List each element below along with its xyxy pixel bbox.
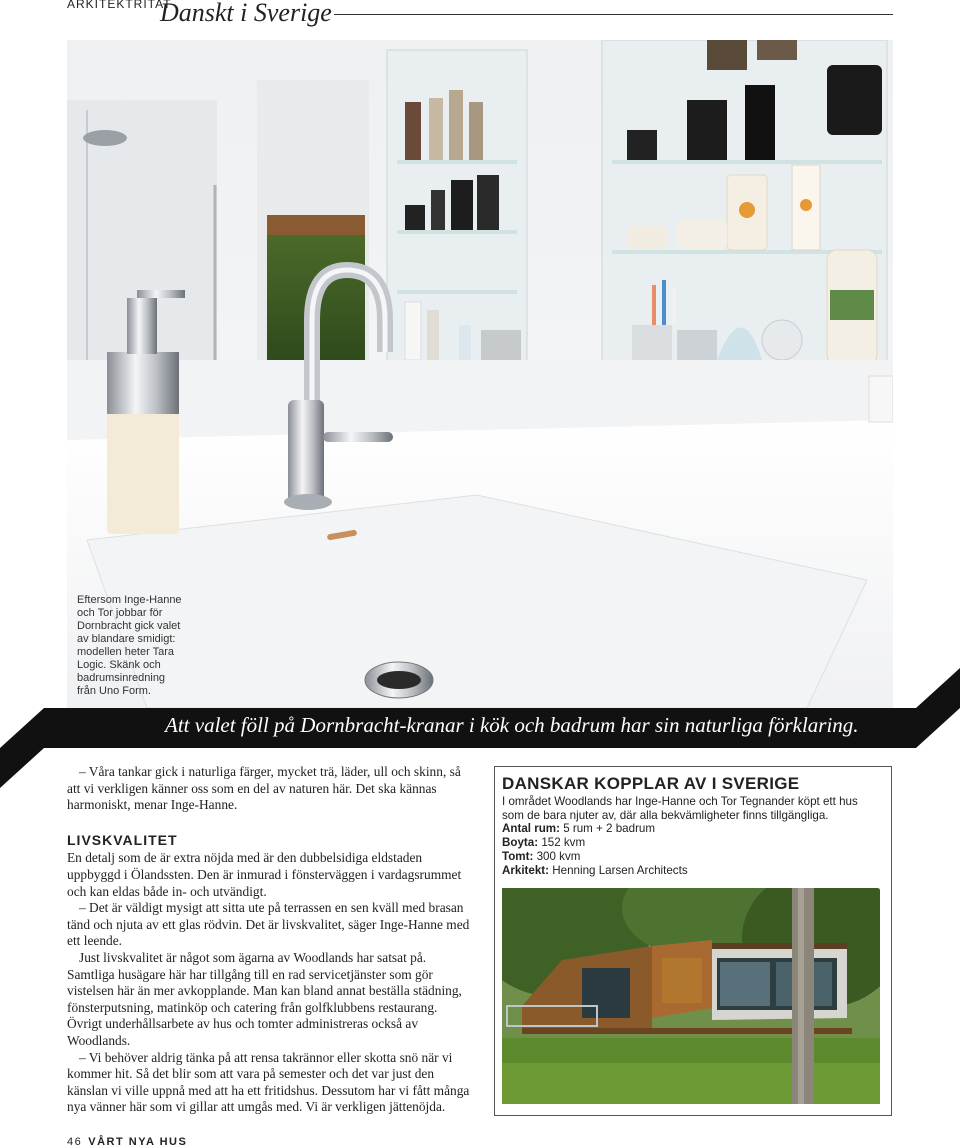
intro-paragraph: – Våra tankar gick i naturliga färger, mycket trä, läder, ull och skinn, så att vi verkligen känner oss som en del av naturen här. Det ska kännas harmoniskt, menar Inge-Hanne. [67,764,461,813]
article-column [67,764,472,1116]
body-paragraph: En detalj som de är extra nöjda med är den dubbelsidiga eldstaden uppbyggd i Ölandssten. Den är inmurad i fönsterväggen i vardagsrummet och kan eldas både in- och utvändigt. [67,850,462,899]
fact-living-area: Boyta: 152 kvm [502,836,586,849]
fact-architect: Arkitekt: Henning Larsen Architects [502,864,688,877]
pull-quote-text: Att valet föll på Dornbracht-kranar i kök och badrum har sin naturliga förklaring. [165,713,859,737]
section-label: ARKITEKTRITAT [67,0,172,11]
fact-rooms: Antal rum: 5 rum + 2 badrum [502,822,656,835]
bathroom-photo [67,40,893,708]
body-paragraph: – Det är väldigt mysigt att sitta ute på terrassen en sen kväll med brasan tänd och njuta av ett glas rödvin. Det är livskvalitet, säger Inge-Hanne med ett leende. [67,900,470,949]
factbox-title: DANSKAR KOPPLAR AV I SVERIGE [502,774,800,793]
body-paragraph: – Vi behöver aldrig tänka på att rensa takrännor eller skotta snö när vi kommer hit. Så det blir som att vara på semester och det var just den känslan vi ville uppnå med att ha ett fritidshus. Dessutom har vi fått många nya vänner här som vi gillar att umgås med. Vi är verkligen jättenöjda. [67,1049,470,1115]
photo-caption: Eftersom Inge-Hanne och Tor jobbar för Dornbracht gick valet av blandare smidigt: modellen heter Tara Logic. Skänk och badrumsinredning från Uno Form. [77,594,182,697]
house-photo [502,888,880,1104]
banner-left-chevron [0,708,44,788]
factbox-intro: I området Woodlands har Inge-Hanne och Tor Tegnander köpt ett hus som de bara njuter av, där alla bekvämligheter finns tillgängliga. [502,795,858,822]
subhead-livskvalitet: LIVSKVALITET [67,831,178,848]
banner-right-chevron [916,668,960,748]
page-number: 46 [67,1136,83,1148]
page-title: Danskt i Sverige [160,0,332,27]
header-rule-gap [63,10,159,20]
page-footer [67,1136,187,1148]
fact-plot: Tomt: 300 kvm [502,850,581,863]
body-paragraph: Just livskvalitet är något som ägarna av Woodlands har satsat på. Samtliga husägare här har tillgång till en rad servicetjänster som gör vistelsen här än mer avkopplande. Man kan bland annat beställa städning, fönsterputsning, matinköp och catering från golfklubbens restaurang. Övrigt underhållsarbete av hus och tomter administreras också av Woodlands. [67,949,462,1048]
magazine-name: VÅRT NYA HUS [88,1136,188,1148]
